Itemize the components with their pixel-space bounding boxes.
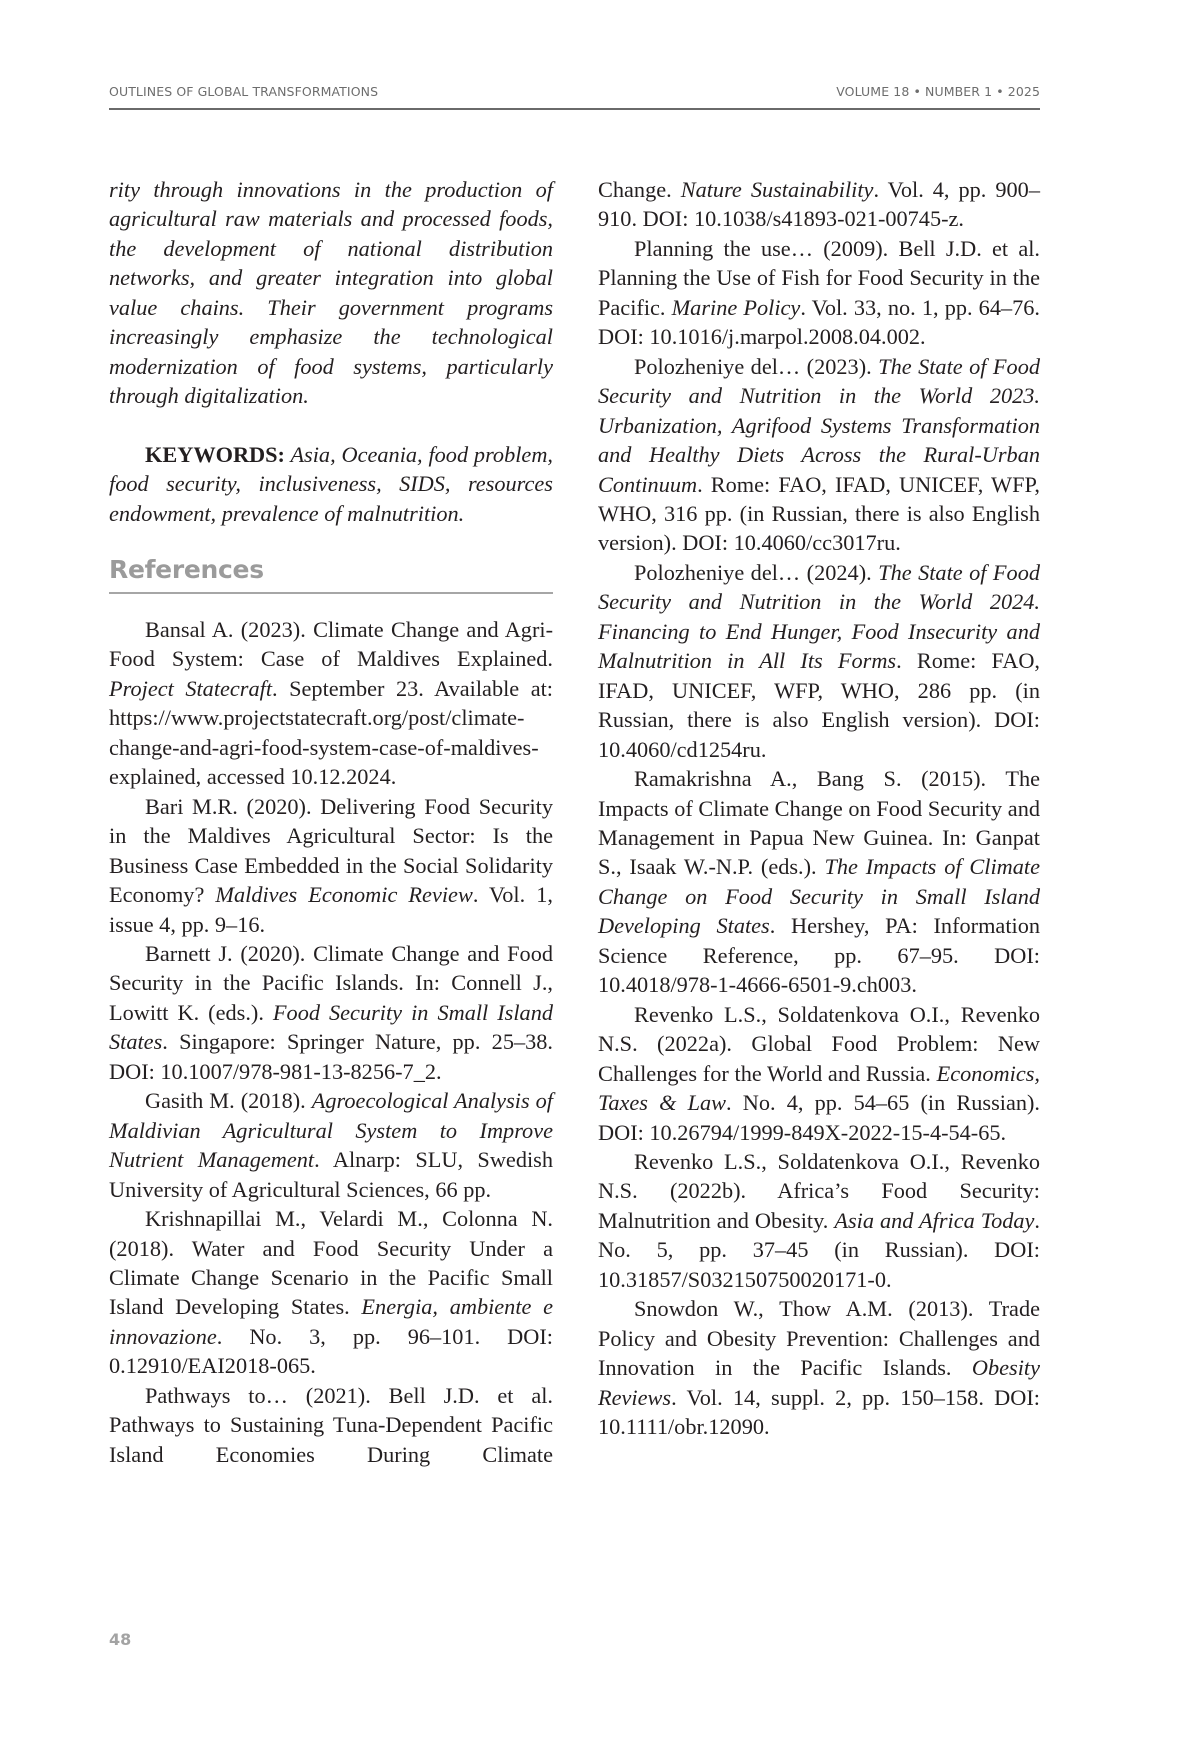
right-column <box>598 175 1040 1441</box>
page-number: 48 <box>109 1630 132 1649</box>
reference-item: Pathways to… (2021). Bell J.D. et al. Pathways to Sustaining Tuna-Dependent Pacific Island Economies During Climate <box>109 1382 553 1467</box>
journal-title: OUTLINES OF GLOBAL TRANSFORMATIONS <box>109 84 379 99</box>
references-heading: References <box>109 554 264 584</box>
reference-item: Planning the use… (2009). Bell J.D. et al. Planning the Use of Fish for Food Security in the Pacific. Marine Policy. Vol. 33, no. 1, pp. 64–76. DOI: 10.1016/j.​marpol.2008.04.002. <box>598 235 1040 350</box>
reference-item: Ramakrishna A., Bang S. (2015). The Impacts of Climate Change on Food Security and Management in Papua New Guinea. In: Ganpat S., Isaak W.-N.P. (eds.). The Impacts of Climate Change on Food Security in Small Island Developing States. Hershey, PA: Information Science Reference, pp. 67–95. DOI: 10.4018/978-1-​4666-6501-9.ch003. <box>598 766 1041 998</box>
reference-item: Polozheniye del… (2023). The State of Food Security and Nutrition in the World 2023. Urbanization, Agrifood Systems Transformation and Healthy Diets Across the Rural-Urban Continuum. Rome: FAO, IFAD, UNICEF, WFP, WHO, 316 pp. (in Russian, there is also English version). DOI: 10.4060/cc3017ru. <box>598 353 1040 556</box>
references-rule <box>109 592 553 594</box>
reference-item-continued: Change. Nature Sustainability. Vol. 4, pp. 900–910. DOI: 10.1038/s41893-021-​00745-z. <box>598 177 1040 232</box>
keywords-paragraph <box>109 440 553 528</box>
reference-item: Gasith M. (2018). Agroecological Analysis of Maldivian Agricultural System to Improve Nutrient Management. Alnarp: SLU, Swedish University of Agricultural Sciences, 66 pp. <box>109 1088 554 1202</box>
reference-item: Revenko L.S., Soldatenkova O.I., Revenko N.S. (2022b). Africa’s Food Security: Malnutrition and Obesity. Asia and Africa Today. No. 5, pp. 37–45 (in Russian). DOI: 10.31857/S032150750020171-0. <box>598 1148 1040 1292</box>
keywords-label: KEYWORDS: <box>145 441 285 467</box>
reference-item: Polozheniye del… (2024). The State of Food Security and Nutrition in the World 2024. Financing to End Hunger, Food Insecurity and Malnutrition in All Its Forms. Rome: FAO, IFAD, UNICEF, WFP, WHO, 286 pp. (in Russian, there is also English version). DOI: 10.4060/cd1254ru. <box>598 559 1040 762</box>
header-rule <box>109 108 1040 110</box>
running-head <box>109 84 1040 104</box>
issue-info: VOLUME 18 • NUMBER 1 • 2025 <box>836 84 1040 99</box>
abstract-continuation: rity through innovations in the production of agricultural raw materials and processed foods, the development of national distribution networks, and greater integration into global value chains. Their government programs increasingly emphasize the technological modernization of food systems, particularly through digitalization. <box>109 177 553 409</box>
reference-item: Bari M.R. (2020). Delivering Food Security in the Maldives Agricultural Sector: Is the Business Case Embedded in the Social Solidarity Economy? Maldives Economic Review. Vol. 1, issue 4, pp. 9–16. <box>109 793 553 937</box>
keywords-list: Asia, Oceania, food problem, food security, inclusiveness, SIDS, resources endowment, prevalence of malnutrition. <box>109 441 553 526</box>
reference-item: Snowdon W., Thow A.M. (2013). Trade Policy and Obesity Prevention: Challenges and Innovation in the Pacific Islands. Obesity Reviews. Vol. 14, suppl. 2, pp. 150–158. DOI: 10.1111/obr.12090. <box>598 1296 1040 1440</box>
reference-item: Barnett J. (2020). Climate Change and Food Security in the Pacific Islands. In: Connell J., Lowitt K. (eds.). Food Security in Small Island States. Singapore: Springer Nature, pp. 25–38. DOI: 10.1007/978-981-​13-8256-7_2. <box>109 940 553 1084</box>
reference-item: Revenko L.S., Soldatenkova O.I., Revenko N.S. (2022a). Global Food Problem: New Challenges for the World and Russia. Economics, Taxes & Law. No. 4, pp. 54–65 (in Russian). DOI: 10.26794/1999-849X-2022-15-4-54-65. <box>598 1001 1041 1145</box>
reference-item: Bansal A. (2023). Climate Change and Agri-Food System: Case of Maldives Explained. Project Statecraft. September 23. Available at: https://www.projectstatecraft.​org/post/climate-change-and-agri-food-​system-case-of-maldives-explained, accessed 10.12.2024. <box>109 616 553 790</box>
reference-item: Krishnapillai M., Velardi M., Colonna N. (2018). Water and Food Security Under a Climate Change Scenario in the Pacific Small Island Developing States. Energia, ambiente e innovazione. No. 3, pp. 96–101. DOI: 0.12910/EAI2018-065. <box>109 1206 554 1379</box>
left-column <box>109 175 553 1469</box>
